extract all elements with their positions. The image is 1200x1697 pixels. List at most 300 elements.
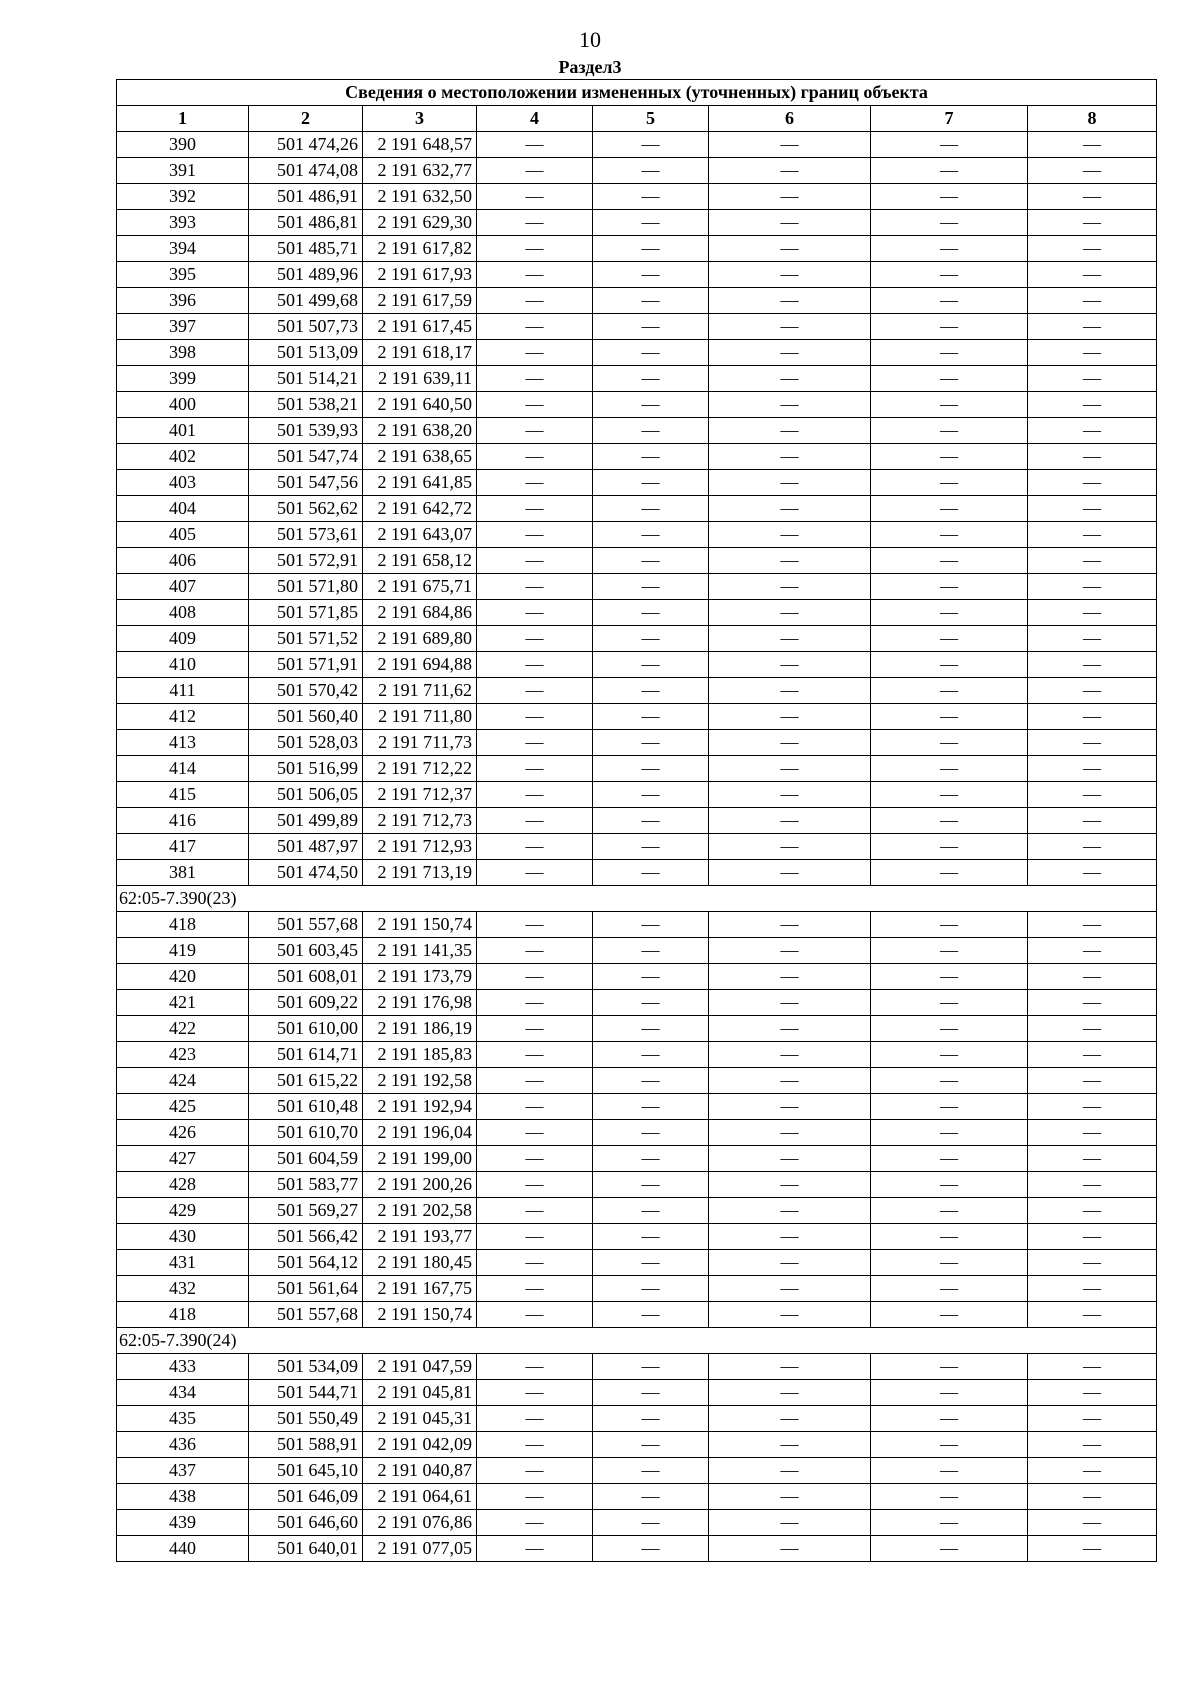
point-number-cell: 402 <box>117 444 249 470</box>
group-row <box>117 1328 1157 1354</box>
empty-value-cell <box>709 1224 871 1250</box>
dash-mark: — <box>525 1304 544 1324</box>
dash-mark: — <box>641 264 660 284</box>
dash-mark: — <box>525 290 544 310</box>
dash-mark: — <box>780 1460 799 1480</box>
empty-value-cell <box>477 288 593 314</box>
empty-value-cell <box>593 1250 709 1276</box>
table-row <box>117 262 1157 288</box>
empty-value-cell <box>477 1432 593 1458</box>
empty-value-cell <box>709 470 871 496</box>
dash-mark: — <box>525 524 544 544</box>
empty-value-cell <box>1028 236 1157 262</box>
empty-value-cell <box>593 938 709 964</box>
empty-value-cell <box>871 782 1028 808</box>
dash-mark: — <box>525 550 544 570</box>
dash-mark: — <box>525 368 544 388</box>
empty-value-cell <box>593 392 709 418</box>
point-number-cell: 425 <box>117 1094 249 1120</box>
point-number-cell: 428 <box>117 1172 249 1198</box>
empty-value-cell <box>709 210 871 236</box>
dash-mark: — <box>525 966 544 986</box>
dash-mark: — <box>641 1486 660 1506</box>
empty-value-cell <box>871 522 1028 548</box>
empty-value-cell <box>1028 470 1157 496</box>
empty-value-cell <box>709 1172 871 1198</box>
dash-mark: — <box>940 316 958 336</box>
empty-value-cell <box>709 860 871 886</box>
parcel-label: 62:05-7.390(23) <box>117 886 1157 912</box>
x-coordinate-cell: 501 544,71 <box>249 1380 363 1406</box>
empty-value-cell <box>709 808 871 834</box>
empty-value-cell <box>1028 1016 1157 1042</box>
table-row <box>117 444 1157 470</box>
empty-value-cell <box>477 1094 593 1120</box>
dash-mark: — <box>1083 628 1102 648</box>
empty-value-cell <box>871 288 1028 314</box>
dash-mark: — <box>525 186 544 206</box>
empty-value-cell <box>871 834 1028 860</box>
empty-value-cell <box>593 288 709 314</box>
point-number-cell: 432 <box>117 1276 249 1302</box>
dash-mark: — <box>1083 498 1102 518</box>
y-coordinate-cell: 2 191 617,82 <box>363 236 477 262</box>
dash-mark: — <box>780 420 799 440</box>
y-coordinate-cell: 2 191 638,65 <box>363 444 477 470</box>
empty-value-cell <box>593 1510 709 1536</box>
table-row <box>117 288 1157 314</box>
x-coordinate-cell: 501 557,68 <box>249 1302 363 1328</box>
dash-mark: — <box>641 134 660 154</box>
empty-value-cell <box>871 808 1028 834</box>
empty-value-cell <box>1028 548 1157 574</box>
dash-mark: — <box>940 810 958 830</box>
empty-value-cell <box>593 678 709 704</box>
empty-value-cell <box>871 1042 1028 1068</box>
empty-value-cell <box>1028 340 1157 366</box>
empty-value-cell <box>709 1406 871 1432</box>
dash-mark: — <box>940 628 958 648</box>
dash-mark: — <box>940 966 958 986</box>
dash-mark: — <box>525 1382 544 1402</box>
dash-mark: — <box>525 1200 544 1220</box>
dash-mark: — <box>780 1512 799 1532</box>
dash-mark: — <box>780 1018 799 1038</box>
dash-mark: — <box>641 1278 660 1298</box>
dash-mark: — <box>780 264 799 284</box>
empty-value-cell <box>709 600 871 626</box>
empty-value-cell <box>871 860 1028 886</box>
dash-mark: — <box>641 576 660 596</box>
empty-value-cell <box>871 184 1028 210</box>
empty-value-cell <box>871 1250 1028 1276</box>
point-number-cell: 436 <box>117 1432 249 1458</box>
dash-mark: — <box>1083 732 1102 752</box>
dash-mark: — <box>641 342 660 362</box>
point-number-cell: 416 <box>117 808 249 834</box>
dash-mark: — <box>940 472 958 492</box>
dash-mark: — <box>1083 238 1102 258</box>
table-row <box>117 1510 1157 1536</box>
point-number-cell: 403 <box>117 470 249 496</box>
empty-value-cell <box>871 1198 1028 1224</box>
x-coordinate-cell: 501 646,60 <box>249 1510 363 1536</box>
dash-mark: — <box>940 732 958 752</box>
column-header: 6 <box>709 106 871 132</box>
empty-value-cell <box>871 418 1028 444</box>
table-row <box>117 1172 1157 1198</box>
empty-value-cell <box>477 470 593 496</box>
empty-value-cell <box>1028 990 1157 1016</box>
y-coordinate-cell: 2 191 064,61 <box>363 1484 477 1510</box>
x-coordinate-cell: 501 604,59 <box>249 1146 363 1172</box>
dash-mark: — <box>525 810 544 830</box>
dash-mark: — <box>525 680 544 700</box>
y-coordinate-cell: 2 191 689,80 <box>363 626 477 652</box>
empty-value-cell <box>1028 938 1157 964</box>
dash-mark: — <box>780 498 799 518</box>
point-number-cell: 404 <box>117 496 249 522</box>
group-row <box>117 886 1157 912</box>
point-number-cell: 422 <box>117 1016 249 1042</box>
table-row <box>117 1536 1157 1562</box>
empty-value-cell <box>871 678 1028 704</box>
dash-mark: — <box>780 810 799 830</box>
dash-mark: — <box>780 472 799 492</box>
dash-mark: — <box>780 576 799 596</box>
dash-mark: — <box>1083 1122 1102 1142</box>
empty-value-cell <box>477 522 593 548</box>
x-coordinate-cell: 501 486,91 <box>249 184 363 210</box>
column-header: 7 <box>871 106 1028 132</box>
dash-mark: — <box>641 1382 660 1402</box>
dash-mark: — <box>525 602 544 622</box>
empty-value-cell <box>1028 1354 1157 1380</box>
empty-value-cell <box>593 210 709 236</box>
empty-value-cell <box>1028 262 1157 288</box>
dash-mark: — <box>780 992 799 1012</box>
table-row <box>117 314 1157 340</box>
table-row <box>117 132 1157 158</box>
dash-mark: — <box>641 940 660 960</box>
empty-value-cell <box>477 496 593 522</box>
empty-value-cell <box>709 626 871 652</box>
empty-value-cell <box>477 1510 593 1536</box>
dash-mark: — <box>641 498 660 518</box>
dash-mark: — <box>780 706 799 726</box>
dash-mark: — <box>525 472 544 492</box>
x-coordinate-cell: 501 571,80 <box>249 574 363 600</box>
x-coordinate-cell: 501 514,21 <box>249 366 363 392</box>
dash-mark: — <box>641 836 660 856</box>
point-number-cell: 424 <box>117 1068 249 1094</box>
empty-value-cell <box>871 1146 1028 1172</box>
y-coordinate-cell: 2 191 200,26 <box>363 1172 477 1198</box>
point-number-cell: 427 <box>117 1146 249 1172</box>
x-coordinate-cell: 501 487,97 <box>249 834 363 860</box>
empty-value-cell <box>1028 808 1157 834</box>
empty-value-cell <box>871 340 1028 366</box>
empty-value-cell <box>477 1042 593 1068</box>
dash-mark: — <box>1083 602 1102 622</box>
empty-value-cell <box>871 990 1028 1016</box>
dash-mark: — <box>525 498 544 518</box>
empty-value-cell <box>871 1068 1028 1094</box>
dash-mark: — <box>641 524 660 544</box>
empty-value-cell <box>709 522 871 548</box>
x-coordinate-cell: 501 560,40 <box>249 704 363 730</box>
boundary-coordinates-table <box>116 79 1157 1562</box>
dash-mark: — <box>940 758 958 778</box>
dash-mark: — <box>940 706 958 726</box>
dash-mark: — <box>525 134 544 154</box>
x-coordinate-cell: 501 557,68 <box>249 912 363 938</box>
y-coordinate-cell: 2 191 712,73 <box>363 808 477 834</box>
empty-value-cell <box>871 1432 1028 1458</box>
dash-mark: — <box>1083 1096 1102 1116</box>
x-coordinate-cell: 501 640,01 <box>249 1536 363 1562</box>
column-header: 5 <box>593 106 709 132</box>
y-coordinate-cell: 2 191 176,98 <box>363 990 477 1016</box>
dash-mark: — <box>780 212 799 232</box>
y-coordinate-cell: 2 191 150,74 <box>363 1302 477 1328</box>
dash-mark: — <box>940 160 958 180</box>
empty-value-cell <box>709 1302 871 1328</box>
empty-value-cell <box>709 1016 871 1042</box>
empty-value-cell <box>871 938 1028 964</box>
empty-value-cell <box>593 132 709 158</box>
empty-value-cell <box>1028 1094 1157 1120</box>
empty-value-cell <box>593 574 709 600</box>
empty-value-cell <box>709 1120 871 1146</box>
empty-value-cell <box>871 210 1028 236</box>
dash-mark: — <box>780 862 799 882</box>
empty-value-cell <box>709 1276 871 1302</box>
point-number-cell: 393 <box>117 210 249 236</box>
y-coordinate-cell: 2 191 173,79 <box>363 964 477 990</box>
x-coordinate-cell: 501 573,61 <box>249 522 363 548</box>
dash-mark: — <box>641 1252 660 1272</box>
dash-mark: — <box>780 134 799 154</box>
empty-value-cell <box>871 756 1028 782</box>
point-number-cell: 420 <box>117 964 249 990</box>
point-number-cell: 394 <box>117 236 249 262</box>
dash-mark: — <box>525 758 544 778</box>
x-coordinate-cell: 501 561,64 <box>249 1276 363 1302</box>
empty-value-cell <box>1028 366 1157 392</box>
dash-mark: — <box>641 628 660 648</box>
dash-mark: — <box>1083 1538 1102 1558</box>
dash-mark: — <box>940 1018 958 1038</box>
dash-mark: — <box>1083 1018 1102 1038</box>
dash-mark: — <box>940 238 958 258</box>
dash-mark: — <box>641 1200 660 1220</box>
x-coordinate-cell: 501 489,96 <box>249 262 363 288</box>
dash-mark: — <box>641 654 660 674</box>
table-row <box>117 184 1157 210</box>
dash-mark: — <box>940 550 958 570</box>
table-row <box>117 1302 1157 1328</box>
empty-value-cell <box>709 1380 871 1406</box>
empty-value-cell <box>709 704 871 730</box>
dash-mark: — <box>641 1304 660 1324</box>
empty-value-cell <box>871 1302 1028 1328</box>
dash-mark: — <box>525 1226 544 1246</box>
empty-value-cell <box>1028 392 1157 418</box>
x-coordinate-cell: 501 528,03 <box>249 730 363 756</box>
dash-mark: — <box>1083 134 1102 154</box>
empty-value-cell <box>593 184 709 210</box>
empty-value-cell <box>871 496 1028 522</box>
empty-value-cell <box>477 444 593 470</box>
empty-value-cell <box>709 314 871 340</box>
point-number-cell: 438 <box>117 1484 249 1510</box>
x-coordinate-cell: 501 538,21 <box>249 392 363 418</box>
dash-mark: — <box>1083 862 1102 882</box>
dash-mark: — <box>780 1122 799 1142</box>
dash-mark: — <box>641 1226 660 1246</box>
dash-mark: — <box>940 264 958 284</box>
dash-mark: — <box>780 758 799 778</box>
empty-value-cell <box>1028 184 1157 210</box>
dash-mark: — <box>780 940 799 960</box>
dash-mark: — <box>641 1460 660 1480</box>
empty-value-cell <box>477 1120 593 1146</box>
table-row <box>117 574 1157 600</box>
table-row <box>117 496 1157 522</box>
y-coordinate-cell: 2 191 141,35 <box>363 938 477 964</box>
empty-value-cell <box>477 1302 593 1328</box>
empty-value-cell <box>477 1146 593 1172</box>
empty-value-cell <box>477 340 593 366</box>
dash-mark: — <box>641 914 660 934</box>
empty-value-cell <box>477 912 593 938</box>
dash-mark: — <box>940 1200 958 1220</box>
dash-mark: — <box>1083 550 1102 570</box>
y-coordinate-cell: 2 191 618,17 <box>363 340 477 366</box>
empty-value-cell <box>593 1276 709 1302</box>
empty-value-cell <box>477 132 593 158</box>
table-row <box>117 782 1157 808</box>
point-number-cell: 406 <box>117 548 249 574</box>
dash-mark: — <box>780 1408 799 1428</box>
empty-value-cell <box>1028 1302 1157 1328</box>
table-row <box>117 912 1157 938</box>
empty-value-cell <box>709 496 871 522</box>
dash-mark: — <box>1083 368 1102 388</box>
empty-value-cell <box>1028 1458 1157 1484</box>
dash-mark: — <box>641 862 660 882</box>
y-coordinate-cell: 2 191 694,88 <box>363 652 477 678</box>
dash-mark: — <box>940 1408 958 1428</box>
empty-value-cell <box>709 418 871 444</box>
table-row <box>117 1016 1157 1042</box>
dash-mark: — <box>1083 784 1102 804</box>
empty-value-cell <box>709 548 871 574</box>
point-number-cell: 398 <box>117 340 249 366</box>
empty-value-cell <box>477 860 593 886</box>
empty-value-cell <box>1028 1510 1157 1536</box>
dash-mark: — <box>1083 1278 1102 1298</box>
y-coordinate-cell: 2 191 711,80 <box>363 704 477 730</box>
dash-mark: — <box>641 316 660 336</box>
dash-mark: — <box>940 576 958 596</box>
x-coordinate-cell: 501 610,48 <box>249 1094 363 1120</box>
table-row <box>117 418 1157 444</box>
point-number-cell: 415 <box>117 782 249 808</box>
point-number-cell: 421 <box>117 990 249 1016</box>
empty-value-cell <box>593 1042 709 1068</box>
empty-value-cell <box>871 600 1028 626</box>
empty-value-cell <box>871 444 1028 470</box>
empty-value-cell <box>871 964 1028 990</box>
point-number-cell: 396 <box>117 288 249 314</box>
empty-value-cell <box>593 782 709 808</box>
dash-mark: — <box>940 1278 958 1298</box>
empty-value-cell <box>871 574 1028 600</box>
empty-value-cell <box>871 548 1028 574</box>
y-coordinate-cell: 2 191 617,93 <box>363 262 477 288</box>
empty-value-cell <box>1028 1432 1157 1458</box>
x-coordinate-cell: 501 562,62 <box>249 496 363 522</box>
dash-mark: — <box>780 914 799 934</box>
point-number-cell: 413 <box>117 730 249 756</box>
empty-value-cell <box>593 418 709 444</box>
table-row <box>117 626 1157 652</box>
dash-mark: — <box>780 1356 799 1376</box>
dash-mark: — <box>1083 186 1102 206</box>
empty-value-cell <box>477 314 593 340</box>
table-row <box>117 964 1157 990</box>
empty-value-cell <box>593 470 709 496</box>
empty-value-cell <box>593 1432 709 1458</box>
empty-value-cell <box>477 236 593 262</box>
point-number-cell: 400 <box>117 392 249 418</box>
empty-value-cell <box>1028 1536 1157 1562</box>
dash-mark: — <box>641 1018 660 1038</box>
dash-mark: — <box>525 1018 544 1038</box>
table-row <box>117 1224 1157 1250</box>
dash-mark: — <box>940 784 958 804</box>
empty-value-cell <box>593 600 709 626</box>
dash-mark: — <box>780 368 799 388</box>
y-coordinate-cell: 2 191 185,83 <box>363 1042 477 1068</box>
empty-value-cell <box>709 444 871 470</box>
dash-mark: — <box>525 420 544 440</box>
point-number-cell: 430 <box>117 1224 249 1250</box>
y-coordinate-cell: 2 191 684,86 <box>363 600 477 626</box>
empty-value-cell <box>709 730 871 756</box>
point-number-cell: 434 <box>117 1380 249 1406</box>
dash-mark: — <box>780 1382 799 1402</box>
empty-value-cell <box>871 1484 1028 1510</box>
empty-value-cell <box>871 1120 1028 1146</box>
table-row <box>117 236 1157 262</box>
dash-mark: — <box>940 836 958 856</box>
empty-value-cell <box>593 1198 709 1224</box>
dash-mark: — <box>940 342 958 362</box>
dash-mark: — <box>641 472 660 492</box>
y-coordinate-cell: 2 191 186,19 <box>363 1016 477 1042</box>
dash-mark: — <box>780 1278 799 1298</box>
point-number-cell: 407 <box>117 574 249 600</box>
empty-value-cell <box>709 1250 871 1276</box>
table-row <box>117 1406 1157 1432</box>
point-number-cell: 418 <box>117 912 249 938</box>
empty-value-cell <box>871 132 1028 158</box>
dash-mark: — <box>940 914 958 934</box>
dash-mark: — <box>940 1382 958 1402</box>
